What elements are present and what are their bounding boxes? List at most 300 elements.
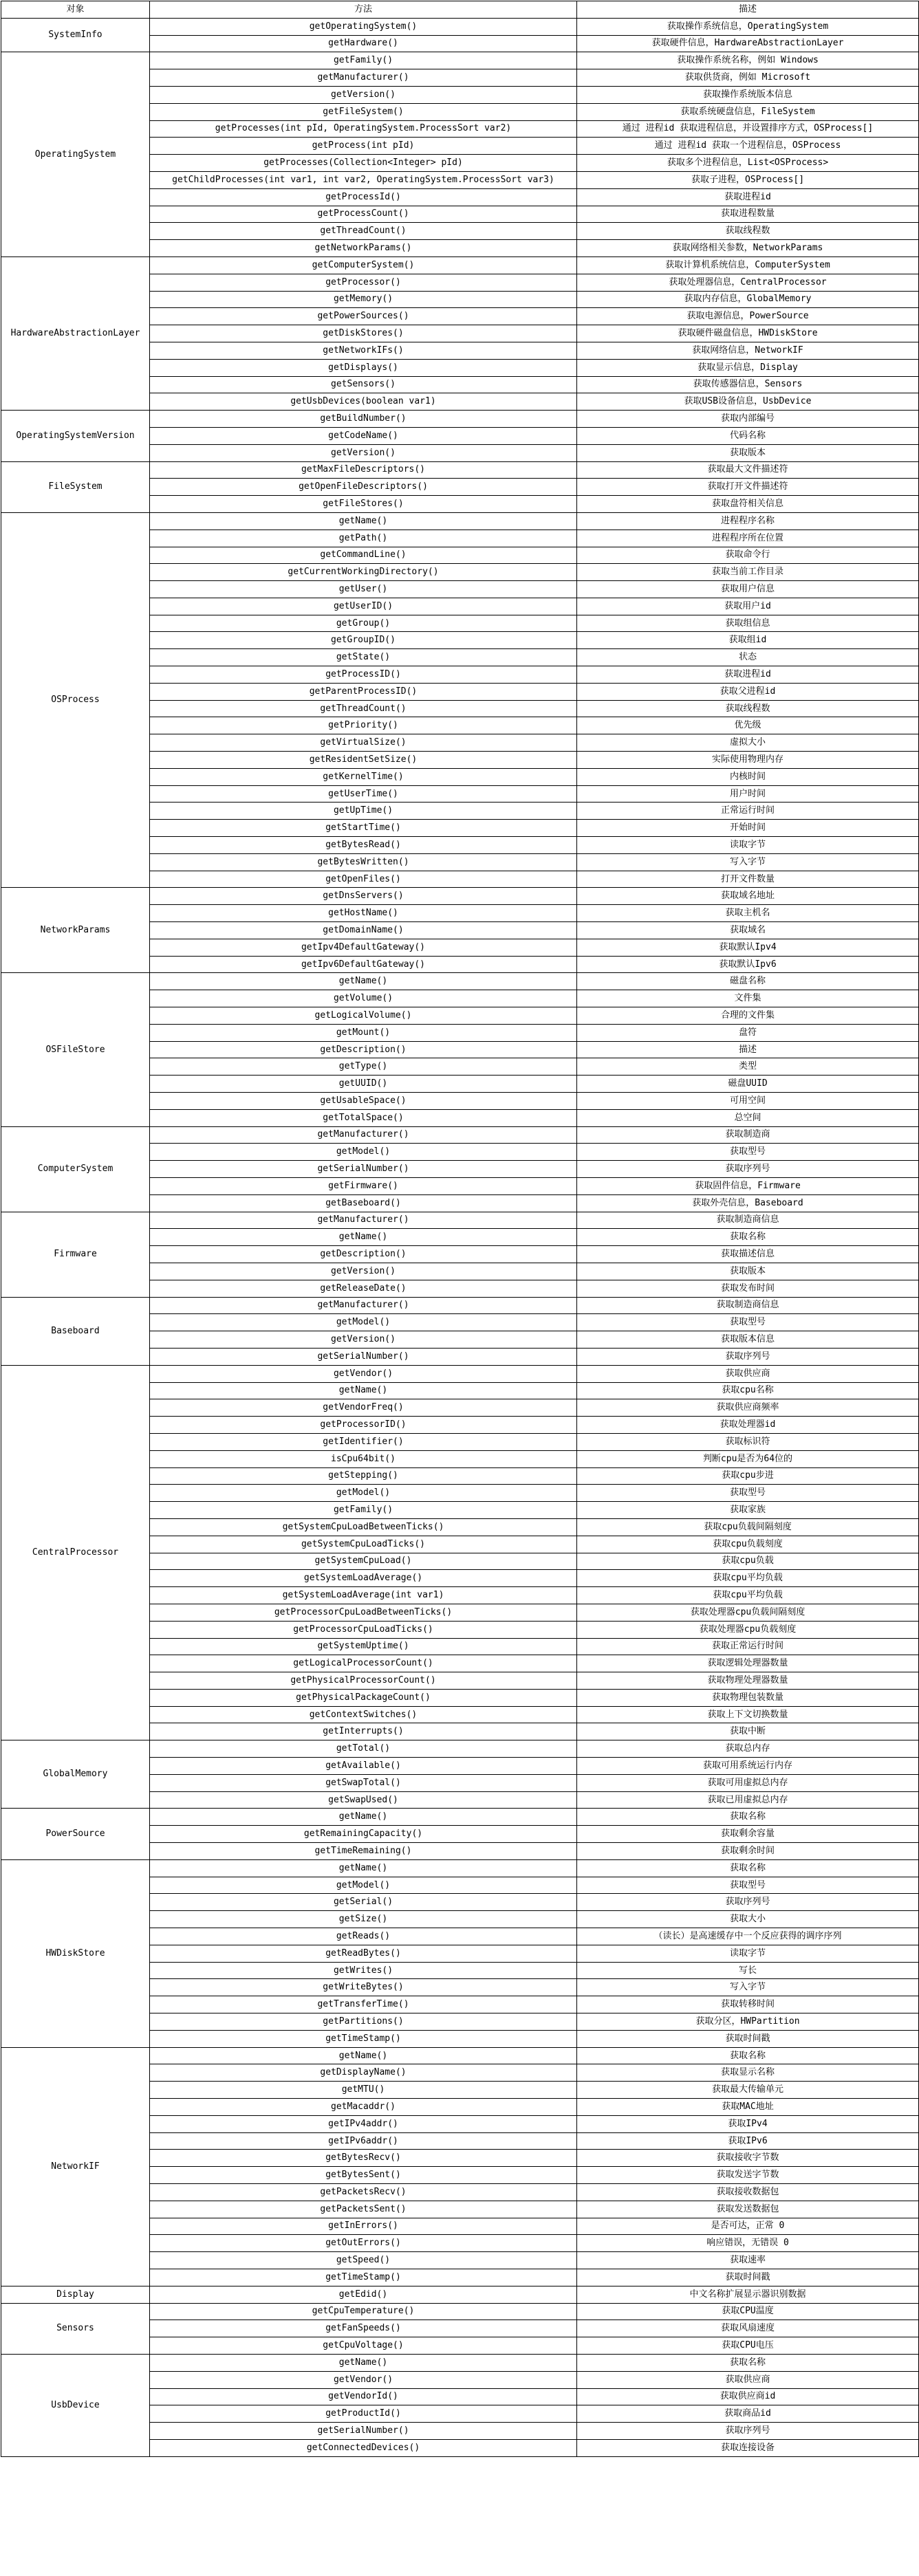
description-cell: 获取CPU温度 [577,2303,919,2320]
method-cell: getVendorId() [150,2388,577,2405]
description-cell: 正常运行时间 [577,803,919,820]
description-cell: 获取型号 [577,1877,919,1894]
method-cell: getFamily() [150,52,577,69]
method-cell: getName() [150,2047,577,2064]
method-cell: getUser() [150,581,577,598]
method-cell: getSerialNumber() [150,1348,577,1365]
description-cell: 获取上下文切换数量 [577,1706,919,1723]
description-cell: 获取多个进程信息，List<OSProcess> [577,155,919,172]
description-cell: 盘符 [577,1024,919,1041]
description-cell: 获取供应商 [577,2371,919,2388]
api-reference-table [1,1,919,2457]
method-cell: getModel() [150,1314,577,1331]
table-row [1,888,919,905]
method-cell: getVersion() [150,1263,577,1280]
method-cell: getVendorFreq() [150,1399,577,1417]
method-cell: getOpenFileDescriptors() [150,479,577,496]
description-cell: 获取家族 [577,1502,919,1519]
description-cell: 获取名称 [577,2354,919,2371]
description-cell: 获取cpu负载刻度 [577,1536,919,1553]
table-row [1,1740,919,1758]
description-cell: 可用空间 [577,1093,919,1110]
description-cell: 获取时间戳 [577,2030,919,2047]
method-cell: getSerialNumber() [150,1161,577,1178]
description-cell: 获取当前工作目录 [577,564,919,581]
method-cell: getIdentifier() [150,1433,577,1450]
object-cell: GlobalMemory [1,1740,150,1809]
description-cell: 通过 进程id 获取进程信息，并设置排序方式，OSProcess[] [577,120,919,138]
table-row [1,256,919,274]
table-row [1,973,919,990]
method-cell: getWrites() [150,1962,577,1979]
object-cell: Baseboard [1,1297,150,1365]
description-cell: 判断cpu是否为64位的 [577,1450,919,1467]
description-cell: 获取剩余容量 [577,1826,919,1843]
method-cell: getIpv6DefaultGateway() [150,956,577,973]
method-cell: getBytesWritten() [150,853,577,871]
method-cell: getLogicalVolume() [150,1007,577,1025]
description-cell: 获取描述信息 [577,1246,919,1263]
method-cell: getBytesRead() [150,837,577,854]
description-cell: 获取cpu负载间隔刻度 [577,1518,919,1536]
method-cell: getReleaseDate() [150,1280,577,1297]
description-cell: 获取物理处理器数量 [577,1672,919,1690]
method-cell: getDisplays() [150,359,577,376]
description-cell: 获取CPU电压 [577,2337,919,2355]
method-cell: getSensors() [150,376,577,393]
description-cell: 获取标识符 [577,1433,919,1450]
description-cell: 获取接收字节数 [577,2150,919,2167]
method-cell: getTransferTime() [150,1996,577,2013]
method-cell: getContextSwitches() [150,1706,577,1723]
method-cell: getProcesses(int pId, OperatingSystem.ProcessSort var2) [150,120,577,138]
description-cell: 通过 进程id 获取一个进程信息，OSProcess [577,138,919,155]
method-cell: getStepping() [150,1467,577,1485]
description-cell: 获取发布时间 [577,1280,919,1297]
method-cell: getRemainingCapacity() [150,1826,577,1843]
method-cell: getReads() [150,1928,577,1945]
object-cell: OperatingSystemVersion [1,411,150,461]
method-cell: getNetworkIFs() [150,342,577,359]
method-cell: getIPv6addr() [150,2132,577,2150]
method-cell: getName() [150,1229,577,1246]
description-cell: 文件集 [577,990,919,1007]
description-cell: 用户时间 [577,785,919,803]
method-cell: getUserTime() [150,785,577,803]
method-cell: getSerial() [150,1894,577,1911]
description-cell: 获取转移时间 [577,1996,919,2013]
method-cell: getBuildNumber() [150,411,577,428]
description-cell: 获取操作系统名称，例如 Windows [577,52,919,69]
description-cell: 获取用户信息 [577,581,919,598]
method-cell: getMTU() [150,2082,577,2099]
method-cell: getState() [150,649,577,666]
method-cell: getDescription() [150,1246,577,1263]
method-cell: getSystemCpuLoadBetweenTicks() [150,1518,577,1536]
description-cell: 获取父进程id [577,683,919,700]
description-cell: 获取供应商 [577,1365,919,1382]
table-row [1,52,919,69]
description-cell: 获取版本 [577,1263,919,1280]
method-cell: getMount() [150,1024,577,1041]
description-cell: 磁盘名称 [577,973,919,990]
method-cell: getName() [150,1809,577,1826]
description-cell: 获取域名 [577,922,919,939]
description-cell: 获取处理器id [577,1417,919,1434]
table-row [1,1859,919,1877]
method-cell: getPowerSources() [150,308,577,325]
method-cell: getDiskStores() [150,325,577,342]
method-cell: getFileStores() [150,496,577,513]
method-cell: getModel() [150,1144,577,1161]
description-cell: 获取操作系统信息，OperatingSystem [577,18,919,35]
method-cell: getStartTime() [150,820,577,837]
method-cell: getOpenFiles() [150,871,577,888]
description-cell: 磁盘UUID [577,1076,919,1093]
description-cell: 获取内存信息，GlobalMemory [577,291,919,308]
method-cell: getVersion() [150,1331,577,1349]
method-cell: getName() [150,2354,577,2371]
description-cell: 优先级 [577,717,919,734]
description-cell: 获取处理器cpu负载刻度 [577,1621,919,1638]
description-cell: 获取主机名 [577,905,919,922]
description-cell: 获取供应商频率 [577,1399,919,1417]
object-cell: NetworkParams [1,888,150,973]
description-cell: 获取制造商信息 [577,1212,919,1229]
method-cell: getSwapUsed() [150,1791,577,1809]
description-cell: 获取电源信息，PowerSource [577,308,919,325]
method-cell: getCodeName() [150,427,577,444]
description-cell: 获取速率 [577,2252,919,2269]
method-cell: isCpu64bit() [150,1450,577,1467]
object-cell: UsbDevice [1,2354,150,2456]
method-cell: getPriority() [150,717,577,734]
object-cell: FileSystem [1,461,150,512]
method-cell: getSwapTotal() [150,1774,577,1791]
method-cell: getLogicalProcessorCount() [150,1655,577,1672]
method-cell: getSystemLoadAverage(int var1) [150,1587,577,1604]
method-cell: getCpuTemperature() [150,2303,577,2320]
description-cell: 获取版本信息 [577,1331,919,1349]
description-cell: 获取型号 [577,1144,919,1161]
method-cell: getPacketsSent() [150,2201,577,2218]
description-cell: 获取名称 [577,1809,919,1826]
description-cell: 获取正常运行时间 [577,1638,919,1655]
method-cell: getTimeStamp() [150,2030,577,2047]
method-cell: getName() [150,1382,577,1399]
description-cell: 获取cpu步进 [577,1467,919,1485]
method-cell: getProcessID() [150,666,577,684]
description-cell: 获取已用虚拟总内存 [577,1791,919,1809]
description-cell: 获取组id [577,632,919,649]
method-cell: getBytesSent() [150,2167,577,2184]
method-cell: getProcessorCpuLoadTicks() [150,1621,577,1638]
method-cell: getManufacturer() [150,69,577,87]
method-cell: getUsableSpace() [150,1093,577,1110]
method-cell: getEdid() [150,2286,577,2303]
method-cell: getWriteBytes() [150,1979,577,1996]
method-cell: getUserID() [150,598,577,615]
description-cell: 实际使用物理内存 [577,752,919,769]
description-cell: 获取逻辑处理器数量 [577,1655,919,1672]
description-cell: 获取USB设备信息，UsbDevice [577,393,919,411]
method-cell: getDisplayName() [150,2064,577,2082]
description-cell: 获取时间戳 [577,2269,919,2286]
description-cell: 获取名称 [577,1229,919,1246]
object-cell: SystemInfo [1,18,150,52]
table-row [1,461,919,479]
description-cell: 代码名称 [577,427,919,444]
description-cell: 获取cpu平均负载 [577,1570,919,1587]
object-cell: OSProcess [1,512,150,888]
header-method: 方法 [150,1,577,19]
method-cell: getIPv4addr() [150,2115,577,2132]
description-cell: 开始时间 [577,820,919,837]
method-cell: getVendor() [150,2371,577,2388]
method-cell: getName() [150,512,577,530]
description-cell: 获取最大传输单元 [577,2082,919,2099]
description-cell: 获取型号 [577,1485,919,1502]
method-cell: getManufacturer() [150,1126,577,1144]
description-cell: 获取组信息 [577,615,919,632]
method-cell: getProcess(int pId) [150,138,577,155]
method-cell: getResidentSetSize() [150,752,577,769]
method-cell: getDescription() [150,1041,577,1058]
method-cell: getTotalSpace() [150,1109,577,1126]
description-cell: 获取序列号 [577,2423,919,2440]
method-cell: getManufacturer() [150,1297,577,1314]
description-cell: 响应错误，无错误 0 [577,2235,919,2252]
method-cell: getProcessor() [150,274,577,291]
method-cell: getIpv4DefaultGateway() [150,939,577,956]
description-cell: 获取进程id [577,666,919,684]
description-cell: 进程程序所在位置 [577,530,919,547]
table-row [1,18,919,35]
object-cell: HWDiskStore [1,1859,150,2047]
method-cell: getSystemUptime() [150,1638,577,1655]
method-cell: getHardware() [150,35,577,52]
method-cell: getReadBytes() [150,1945,577,1962]
method-cell: getName() [150,973,577,990]
method-cell: getConnectedDevices() [150,2439,577,2456]
method-cell: getProcessorID() [150,1417,577,1434]
method-cell: getOutErrors() [150,2235,577,2252]
method-cell: getName() [150,1859,577,1877]
description-cell: 获取可用虚拟总内存 [577,1774,919,1791]
description-cell: 获取制造商 [577,1126,919,1144]
description-cell: 读取字节 [577,1945,919,1962]
description-cell: 获取物理包装数量 [577,1689,919,1706]
description-cell: 获取网络信息，NetworkIF [577,342,919,359]
description-cell: 获取序列号 [577,1894,919,1911]
description-cell: 获取打开文件描述符 [577,479,919,496]
method-cell: getModel() [150,1485,577,1502]
table-row [1,1365,919,1382]
description-cell: 获取剩余时间 [577,1843,919,1860]
description-cell: 获取连接设备 [577,2439,919,2456]
description-cell: 打开文件数量 [577,871,919,888]
method-cell: getTimeRemaining() [150,1843,577,1860]
description-cell: 获取进程id [577,188,919,206]
object-cell: CentralProcessor [1,1365,150,1740]
object-cell: Display [1,2286,150,2303]
method-cell: getFirmware() [150,1177,577,1194]
object-cell: PowerSource [1,1809,150,1859]
description-cell: 获取可用系统运行内存 [577,1758,919,1775]
description-cell: 获取最大文件描述符 [577,461,919,479]
description-cell: 获取制造商信息 [577,1297,919,1314]
method-cell: getSerialNumber() [150,2423,577,2440]
object-cell: OSFileStore [1,973,150,1126]
description-cell: 合理的文件集 [577,1007,919,1025]
method-cell: getVolume() [150,990,577,1007]
object-cell: OperatingSystem [1,52,150,257]
method-cell: getKernelTime() [150,768,577,785]
description-cell: 虚拟大小 [577,734,919,752]
table-row [1,1297,919,1314]
method-cell: getSize() [150,1911,577,1928]
description-cell: 获取版本 [577,444,919,461]
method-cell: getFanSpeeds() [150,2320,577,2337]
description-cell: 获取名称 [577,1859,919,1877]
method-cell: getInErrors() [150,2218,577,2235]
method-cell: getBytesRecv() [150,2150,577,2167]
description-cell: 写长 [577,1962,919,1979]
description-cell: 获取硬件信息，HardwareAbstractionLayer [577,35,919,52]
method-cell: getPhysicalProcessorCount() [150,1672,577,1690]
description-cell: 总空间 [577,1109,919,1126]
method-cell: getProcessorCpuLoadBetweenTicks() [150,1604,577,1621]
method-cell: getBaseboard() [150,1194,577,1212]
description-cell: 获取显示名称 [577,2064,919,2082]
description-cell: 获取默认Ipv4 [577,939,919,956]
method-cell: getHostName() [150,905,577,922]
method-cell: getProcessCount() [150,206,577,223]
description-cell: 获取序列号 [577,1348,919,1365]
table-body [1,18,919,2456]
method-cell: getPacketsRecv() [150,2184,577,2201]
method-cell: getVersion() [150,444,577,461]
description-cell: 获取处理器信息，CentralProcessor [577,274,919,291]
description-cell: 状态 [577,649,919,666]
method-cell: getPath() [150,530,577,547]
description-cell: 获取命令行 [577,547,919,564]
description-cell: 获取域名地址 [577,888,919,905]
method-cell: getProcessId() [150,188,577,206]
description-cell: 获取大小 [577,1911,919,1928]
method-cell: getMacaddr() [150,2099,577,2116]
method-cell: getProcesses(Collection<Integer> pId) [150,155,577,172]
description-cell: 获取中断 [577,1723,919,1740]
method-cell: getSystemLoadAverage() [150,1570,577,1587]
description-cell: 获取用户id [577,598,919,615]
method-cell: getSystemCpuLoadTicks() [150,1536,577,1553]
description-cell: 进程程序名称 [577,512,919,530]
header-description: 描述 [577,1,919,19]
table-row [1,512,919,530]
method-cell: getUsbDevices(boolean var1) [150,393,577,411]
method-cell: getModel() [150,1877,577,1894]
table-row [1,2303,919,2320]
header-object: 对象 [1,1,150,19]
description-cell: 获取cpu负载 [577,1553,919,1570]
method-cell: getVersion() [150,86,577,103]
table-row [1,2354,919,2371]
description-cell: 获取发送字节数 [577,2167,919,2184]
table-row [1,411,919,428]
description-cell: 获取显示信息，Display [577,359,919,376]
method-cell: getUUID() [150,1076,577,1093]
table-row [1,1126,919,1144]
description-cell: 获取总内存 [577,1740,919,1758]
method-cell: getOperatingSystem() [150,18,577,35]
method-cell: getParentProcessID() [150,683,577,700]
description-cell: 获取发送数据包 [577,2201,919,2218]
method-cell: getDnsServers() [150,888,577,905]
description-cell: 获取网络相关参数，NetworkParams [577,240,919,257]
description-cell: 获取线程数 [577,223,919,240]
table-row [1,1809,919,1826]
object-cell: Sensors [1,2303,150,2354]
method-cell: getManufacturer() [150,1212,577,1229]
method-cell: getPartitions() [150,2013,577,2031]
description-cell: （读长）是高速缓存中一个反应获得的调序序列 [577,1928,919,1945]
description-cell: 获取进程数量 [577,206,919,223]
description-cell: 获取硬件磁盘信息，HWDiskStore [577,325,919,342]
table-row [1,2047,919,2064]
object-cell: ComputerSystem [1,1126,150,1212]
method-cell: getUpTime() [150,803,577,820]
description-cell: 获取商品id [577,2405,919,2423]
method-cell: getChildProcesses(int var1, int var2, OperatingSystem.ProcessSort var3) [150,171,577,188]
description-cell: 是否可达，正常 0 [577,2218,919,2235]
method-cell: getMemory() [150,291,577,308]
method-cell: getCpuVoltage() [150,2337,577,2355]
header-row [1,1,919,19]
description-cell: 获取序列号 [577,1161,919,1178]
method-cell: getAvailable() [150,1758,577,1775]
description-cell: 获取供应商id [577,2388,919,2405]
description-cell: 获取IPv6 [577,2132,919,2150]
table-row [1,2286,919,2303]
description-cell: 获取IPv4 [577,2115,919,2132]
method-cell: getFileSystem() [150,103,577,120]
description-cell: 写入字节 [577,853,919,871]
description-cell: 获取名称 [577,2047,919,2064]
method-cell: getGroup() [150,615,577,632]
method-cell: getVendor() [150,1365,577,1382]
object-cell: HardwareAbstractionLayer [1,256,150,410]
description-cell: 获取默认Ipv6 [577,956,919,973]
method-cell: getSystemCpuLoad() [150,1553,577,1570]
description-cell: 获取内部编号 [577,411,919,428]
method-cell: getTimeStamp() [150,2269,577,2286]
description-cell: 获取MAC地址 [577,2099,919,2116]
method-cell: getNetworkParams() [150,240,577,257]
object-cell: NetworkIF [1,2047,150,2286]
method-cell: getPhysicalPackageCount() [150,1689,577,1706]
description-cell: 获取传感器信息，Sensors [577,376,919,393]
object-cell: Firmware [1,1212,150,1297]
description-cell: 内核时间 [577,768,919,785]
description-cell: 获取接收数据包 [577,2184,919,2201]
method-cell: getSpeed() [150,2252,577,2269]
method-cell: getTotal() [150,1740,577,1758]
description-cell: 获取线程数 [577,700,919,717]
method-cell: getProductId() [150,2405,577,2423]
description-cell: 获取子进程，OSProcess[] [577,171,919,188]
method-cell: getThreadCount() [150,700,577,717]
